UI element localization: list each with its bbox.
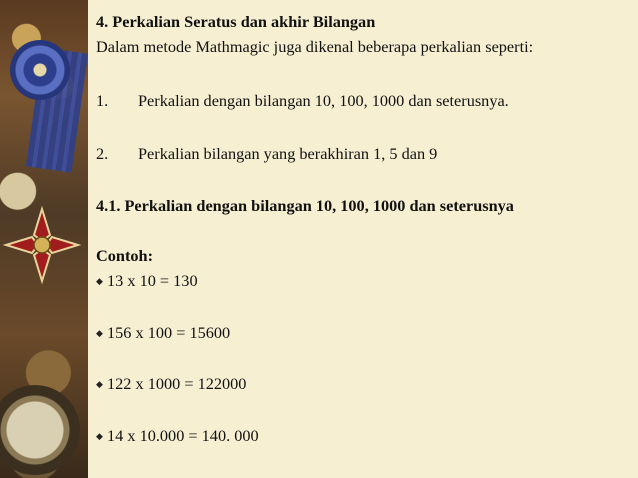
example-text: 122 x 1000 = 122000 bbox=[107, 374, 247, 393]
example-item bbox=[96, 271, 198, 291]
rosette-image bbox=[10, 40, 70, 100]
intro-text: Dalam metode Mathmagic juga dikenal beberapa perkalian seperti: bbox=[96, 37, 534, 56]
list-text: Perkalian dengan bilangan 10, 100, 1000 dan seterusnya. bbox=[138, 91, 509, 110]
example-item bbox=[96, 426, 259, 446]
example-text: 156 x 100 = 15600 bbox=[107, 323, 231, 342]
list-text: Perkalian bilangan yang berakhiran 1, 5 dan 9 bbox=[138, 144, 438, 163]
decorative-sidebar-image bbox=[0, 0, 88, 478]
example-item bbox=[96, 323, 230, 343]
slide-heading: 4. Perkalian Seratus dan akhir Bilangan bbox=[96, 12, 376, 31]
example-item bbox=[96, 374, 246, 394]
bullet-icon: ◆ bbox=[96, 328, 103, 338]
bullet-icon: ◆ bbox=[96, 276, 103, 286]
compass-image bbox=[0, 385, 80, 475]
list-item bbox=[96, 144, 437, 164]
example-text: 13 x 10 = 130 bbox=[107, 271, 198, 290]
cross-medal-icon bbox=[2, 205, 82, 285]
list-number: 1. bbox=[96, 91, 109, 110]
list-item bbox=[96, 91, 509, 111]
sub-heading: 4.1. Perkalian dengan bilangan 10, 100, 1000 dan seterusnya bbox=[96, 196, 514, 215]
bullet-icon: ◆ bbox=[96, 379, 103, 389]
example-label: Contoh: bbox=[96, 246, 153, 265]
example-text: 14 x 10.000 = 140. 000 bbox=[107, 426, 259, 445]
bullet-icon: ◆ bbox=[96, 431, 103, 441]
list-number: 2. bbox=[96, 144, 109, 163]
